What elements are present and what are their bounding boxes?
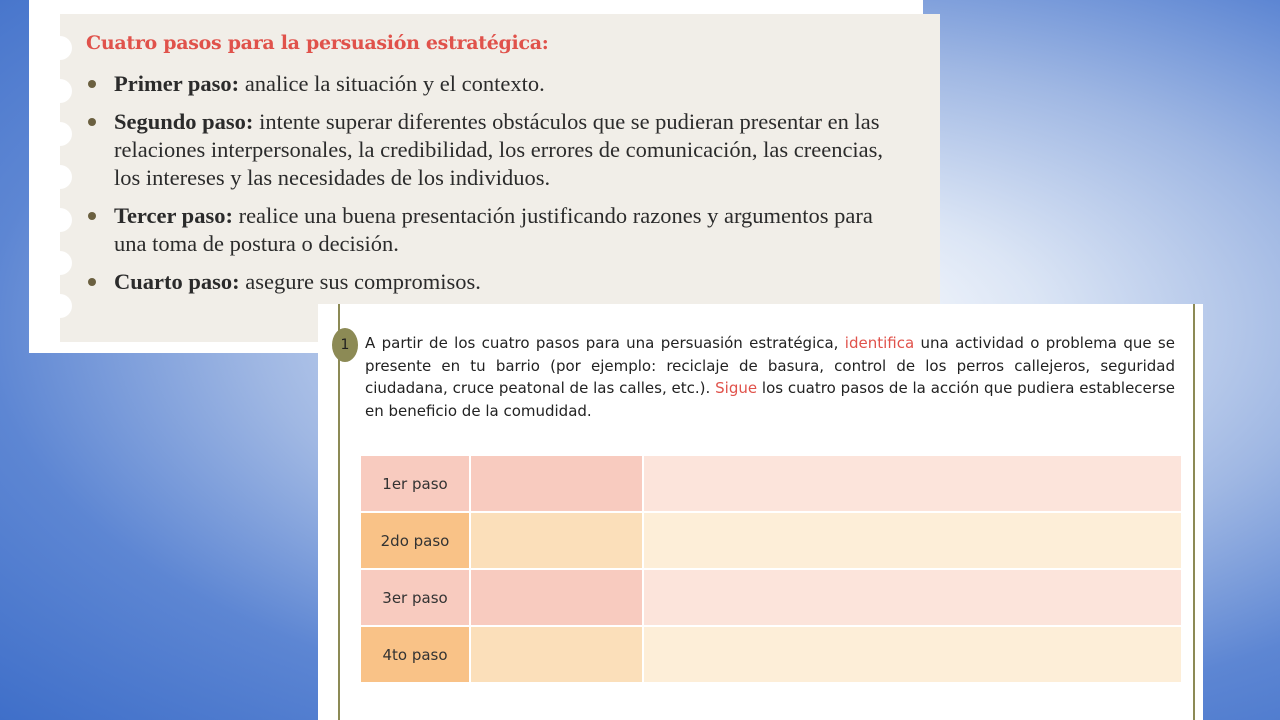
instruction-text: una actividad o problema que se presente en tu barrio (por ejemplo: reciclaje de basura, control de los perros callejeros, seguridad ciudadana, cruce peatonal de las calles, etc.). — [365, 334, 1175, 397]
steps-bullet-list — [86, 70, 886, 306]
answer-cell[interactable] — [470, 569, 643, 626]
binder-ring — [48, 251, 72, 275]
steps-worksheet-table — [359, 454, 1183, 684]
binder-ring — [48, 165, 72, 189]
step-label: 2do paso — [360, 512, 470, 569]
instruction-text: A partir de los cuatro pasos para una persuasión estratégica, — [365, 334, 845, 352]
activity-card — [318, 304, 1203, 720]
answer-cell[interactable] — [470, 512, 643, 569]
bullet-term: Primer paso: — [114, 71, 240, 96]
answer-cell[interactable] — [470, 626, 643, 683]
step-label: 3er paso — [360, 569, 470, 626]
binder-ring — [48, 208, 72, 232]
answer-cell[interactable] — [643, 512, 1182, 569]
bullet-text: analice la situación y el contexto. — [239, 71, 545, 96]
page-margin-line — [338, 304, 340, 720]
step-label: 1er paso — [360, 455, 470, 512]
instruction-highlight: identifica — [844, 334, 915, 352]
instruction-text: los cuatro pasos de la acción que pudiera establecerse en beneficio de la comudidad. — [365, 379, 1175, 420]
answer-cell[interactable] — [470, 455, 643, 512]
binder-ring — [48, 122, 72, 146]
card-title: Cuatro pasos para la persuasión estratégica: — [86, 32, 549, 54]
answer-cell[interactable] — [643, 569, 1182, 626]
binder-ring — [48, 294, 72, 318]
bullet-text: intente superar diferentes obstáculos que se pudieran presentar en las relaciones interpersonales, la credibilidad, los errores de comunicación, las creencias, los intereses y las necesidades de los individuos. — [114, 109, 884, 190]
bullet-text: asegure sus compromisos. — [239, 269, 481, 294]
bullet-term: Segundo paso: — [114, 109, 254, 134]
binder-ring — [48, 36, 72, 60]
bullet-icon — [88, 80, 96, 88]
activity-number-badge: 1 — [332, 328, 358, 362]
step-label: 4to paso — [360, 626, 470, 683]
table-row — [360, 569, 1182, 626]
page-margin-line — [1193, 304, 1195, 720]
bullet-term: Tercer paso: — [114, 203, 233, 228]
bullet-item — [86, 268, 886, 296]
answer-cell[interactable] — [643, 626, 1182, 683]
strategy-steps-card — [29, 0, 923, 353]
bullet-icon — [88, 212, 96, 220]
instruction-highlight: Sigue — [715, 379, 758, 397]
bullet-item — [86, 70, 886, 98]
binder-ring — [48, 79, 72, 103]
activity-instruction — [365, 332, 1175, 422]
answer-cell[interactable] — [643, 455, 1182, 512]
bullet-item — [86, 202, 886, 258]
bullet-icon — [88, 118, 96, 126]
bullet-item — [86, 108, 886, 192]
table-row — [360, 626, 1182, 683]
bullet-icon — [88, 278, 96, 286]
table-row — [360, 455, 1182, 512]
bullet-text: realice una buena presentación justificando razones y argumentos para una toma de postura o decisión. — [114, 203, 873, 256]
table-row — [360, 512, 1182, 569]
bullet-term: Cuarto paso: — [114, 269, 240, 294]
